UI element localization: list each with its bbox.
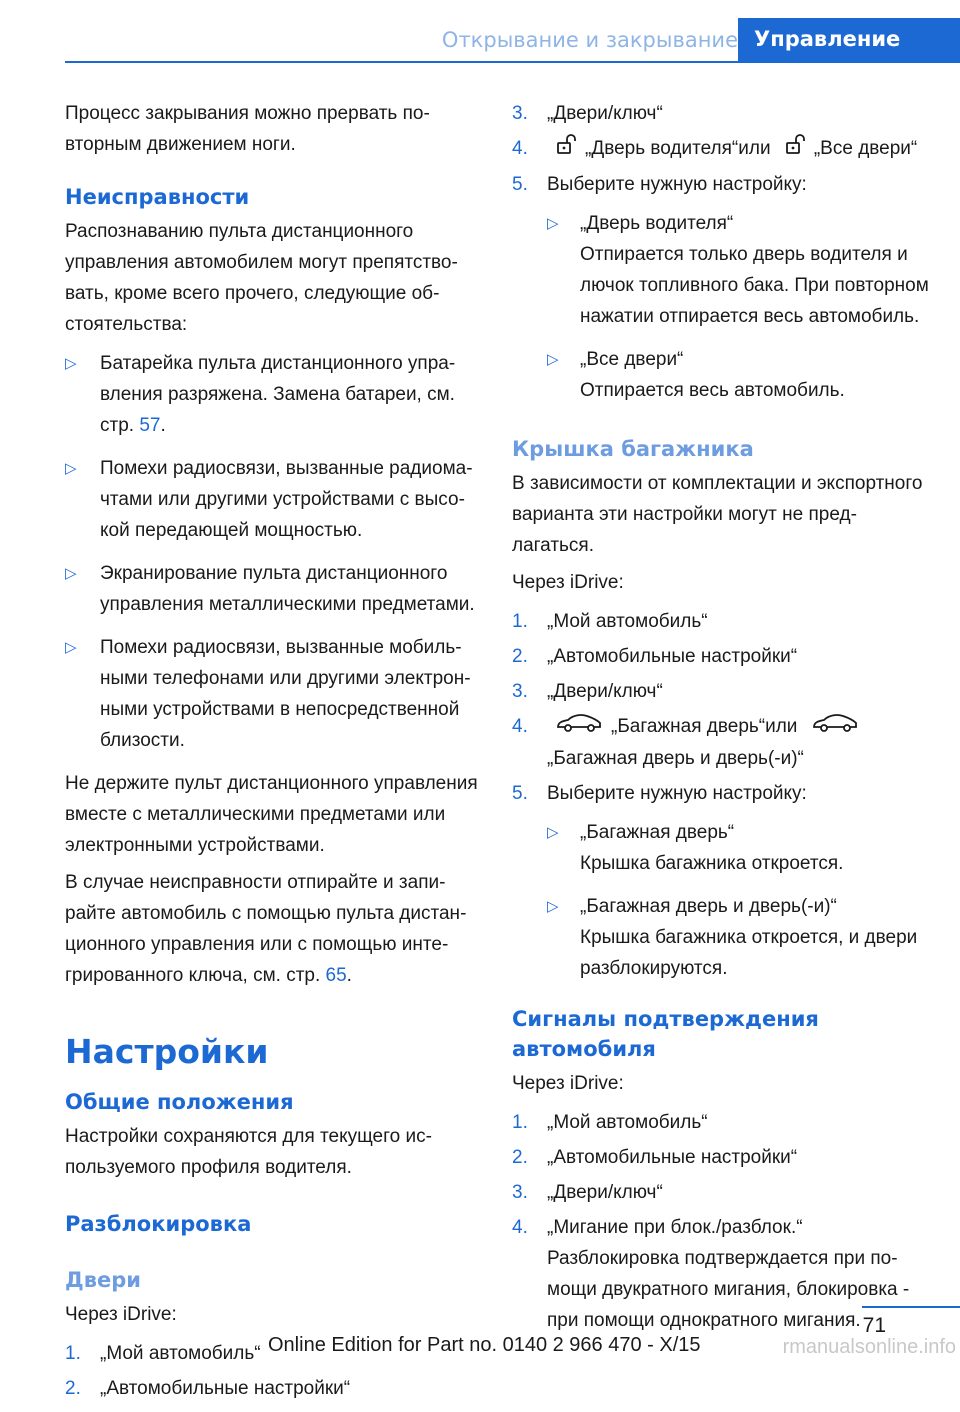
step-number: 5.: [512, 783, 528, 804]
option-title: „Все двери“: [580, 349, 684, 370]
list-item: [512, 1142, 932, 1173]
step-number: 2.: [512, 1147, 528, 1168]
step-number: 4.: [512, 138, 528, 159]
list-item: [547, 817, 932, 879]
option-title: „Багажная дверь и дверь(-и)“: [580, 896, 837, 917]
faults-list: [65, 348, 480, 756]
intro-paragraph: Процесс закрывания можно прервать повторным движением ноги.: [65, 103, 430, 155]
option-title: „Багажная дверь“: [580, 822, 735, 843]
step-text: „Мигание при блок./разблок.“: [547, 1217, 803, 1238]
list-item: [512, 1107, 932, 1138]
step-text: „Багажная дверь“или: [611, 716, 798, 738]
trunk-options-list: [547, 817, 932, 984]
list-item: [65, 453, 480, 546]
list-item-text: Помехи радиосвязи, вызванные мобильными телефонами или другими электронными устройствами в непосредственной близости.: [100, 637, 471, 751]
paragraph-tail: .: [346, 965, 352, 986]
list-item: [512, 133, 932, 165]
list-item: [512, 641, 932, 672]
left-column: [65, 98, 480, 1412]
confirm-steps-list: [512, 1107, 932, 1336]
step-number: 4.: [512, 1217, 528, 1238]
option-desc: Отпирается только дверь водителя и лючок топливного бака. При повторном нажатии отпирается весь автомобиль.: [580, 244, 929, 327]
list-item: [547, 344, 932, 406]
triangle-bullet-icon: ▷: [65, 639, 77, 656]
step-text: „Двери/ключ“: [547, 681, 663, 702]
step-number: 3.: [512, 103, 528, 124]
page-ref-link[interactable]: 65: [325, 965, 347, 986]
step-text: Выберите нужную настройку:: [547, 174, 807, 195]
trunk-lead: В зависимости от комплектации и экспортного варианта эти настройки могут не предлагаться.: [512, 473, 923, 556]
list-item: [65, 558, 480, 620]
list-item: [512, 606, 932, 637]
faults-heading: Неисправности: [65, 185, 250, 209]
step-number: 1.: [65, 1343, 81, 1364]
padlock-open-icon: [784, 133, 806, 165]
option-desc: Отпирается весь автомобиль.: [580, 380, 845, 401]
list-item: [547, 891, 932, 984]
list-item: [512, 676, 932, 707]
step-text: „Мой автомобиль“: [547, 1112, 708, 1133]
paragraph-text: В случае неисправности отпирайте и запирайте автомобиль с помощью пульта дистанционного управления или с помощью интегрированного ключа, см. стр.: [65, 872, 467, 986]
list-item-text: Экранирование пульта дистанционного управления металлическими предметами.: [100, 563, 475, 615]
option-title: „Дверь водителя“: [580, 213, 734, 234]
triangle-bullet-icon: ▷: [65, 460, 77, 477]
triangle-bullet-icon: ▷: [547, 215, 559, 232]
step-text: „Багажная дверь и дверь(-и)“: [547, 748, 804, 769]
list-item: [65, 632, 480, 756]
step-text: „Двери/ключ“: [547, 103, 663, 124]
via-idrive: Через iDrive:: [512, 572, 624, 593]
step-number: 1.: [512, 611, 528, 632]
step-number: 5.: [512, 174, 528, 195]
padlock-open-icon: [555, 133, 577, 165]
door-options-list: [547, 208, 932, 406]
step-text: Выберите нужную настройку:: [547, 783, 807, 804]
step-text: „Мой автомобиль“: [547, 611, 708, 632]
section-tab[interactable]: Открывание и закрывание: [441, 28, 738, 52]
list-item-text: Помехи радиосвязи, вызванные радиомачтами или другими устройствами с высокой передающей мощностью.: [100, 458, 473, 541]
general-heading: Общие положения: [65, 1090, 294, 1114]
step-text: „Автомобильные настройки“: [547, 646, 798, 667]
via-idrive: Через iDrive:: [512, 1073, 624, 1094]
step-number: 4.: [512, 716, 528, 737]
edition-text: Online Edition for Part no. 0140 2 966 470 - X/15: [268, 1334, 701, 1356]
trunk-steps-list: [512, 606, 932, 984]
confirm-heading: Сигналы подтверждения автомобиля: [512, 1007, 819, 1061]
faults-lead: Распознаванию пульта дистанционного управления автомобилем могут препятствовать, кроме всего прочего, следующие обстоятельства:: [65, 221, 458, 335]
page-ref-link[interactable]: 57: [139, 415, 161, 436]
step-number: 3.: [512, 1182, 528, 1203]
list-item-text: Батарейка пульта дистанционного управления разряжена. Замена батареи, см. стр.: [100, 353, 456, 436]
settings-heading: Настройки: [65, 1032, 269, 1071]
triangle-bullet-icon: ▷: [65, 355, 77, 372]
watermark: rmanualsonline.info: [782, 1336, 956, 1358]
step-text: „Мой автомобиль“: [100, 1343, 261, 1364]
step-text: „Двери/ключ“: [547, 1182, 663, 1203]
step-number: 3.: [512, 681, 528, 702]
list-item: [512, 1177, 932, 1208]
list-item: [512, 711, 932, 774]
step-number: 1.: [512, 1112, 528, 1133]
list-item: [512, 778, 932, 984]
footer-divider: [862, 1306, 960, 1308]
doors-heading: Двери: [65, 1268, 141, 1292]
faults-paragraph-2: [65, 867, 480, 991]
page-number: 71: [862, 1314, 886, 1337]
header-divider: [65, 61, 960, 63]
list-item: [65, 348, 480, 441]
faults-paragraph-1: Не держите пульт дистанционного управления вместе с металлическими предметами или электронными устройствами.: [65, 773, 478, 856]
page-header: [0, 0, 960, 62]
triangle-bullet-icon: ▷: [547, 824, 559, 841]
car-trunk-icon: [811, 711, 859, 743]
list-item: [512, 169, 932, 406]
list-item-tail: .: [160, 415, 166, 436]
doors-steps-continued: [512, 98, 932, 406]
step-text: „Дверь водителя“или: [585, 138, 771, 160]
step-desc: Разблокировка подтверждается при помощи двукратного мигания, блокировка - при помощи однократного мигания.: [547, 1248, 910, 1331]
step-text: „Автомобильные настройки“: [100, 1378, 351, 1399]
unlock-heading: Разблокировка: [65, 1212, 252, 1236]
option-desc: Крышка багажника откроется, и двери разблокируются.: [580, 927, 918, 979]
step-number: 2.: [65, 1378, 81, 1399]
trunk-heading: Крышка багажника: [512, 437, 754, 461]
triangle-bullet-icon: ▷: [65, 565, 77, 582]
list-item: [547, 208, 932, 332]
triangle-bullet-icon: ▷: [547, 898, 559, 915]
step-number: 2.: [512, 646, 528, 667]
step-text: „Все двери“: [813, 138, 918, 160]
general-paragraph: Настройки сохраняются для текущего используемого профиля водителя.: [65, 1126, 432, 1178]
list-item: [512, 98, 932, 129]
chapter-tab[interactable]: Управление: [738, 18, 960, 62]
option-desc: Крышка багажника откроется.: [580, 853, 844, 874]
step-text: „Автомобильные настройки“: [547, 1147, 798, 1168]
right-column: [512, 98, 932, 1344]
list-item: [65, 1373, 480, 1404]
triangle-bullet-icon: ▷: [547, 351, 559, 368]
via-idrive: Через iDrive:: [65, 1304, 177, 1325]
car-trunk-icon: [555, 711, 603, 743]
